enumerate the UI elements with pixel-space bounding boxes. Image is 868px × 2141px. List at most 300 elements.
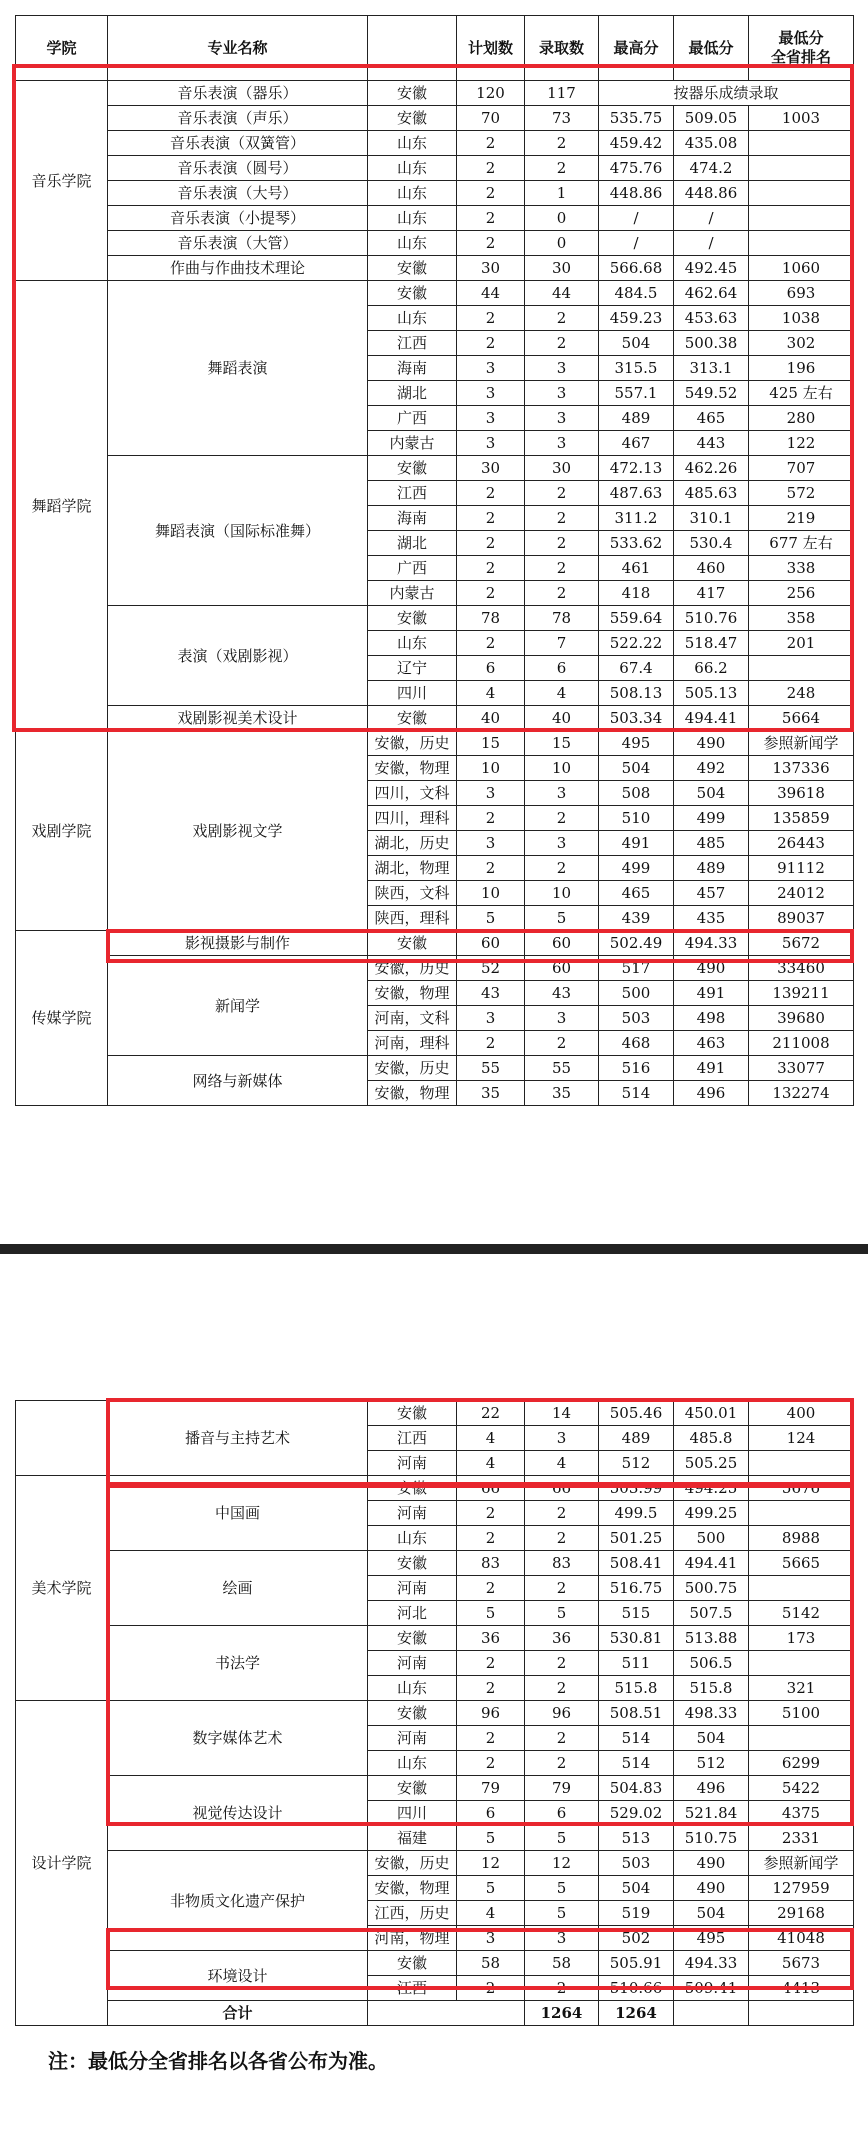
value: 677 左右 <box>749 531 854 556</box>
value: 78 <box>525 606 599 631</box>
value: / <box>599 206 674 231</box>
value: 498.33 <box>674 1701 749 1726</box>
major-name: 绘画 <box>108 1551 368 1626</box>
value: 510.76 <box>674 606 749 631</box>
value: 83 <box>457 1551 525 1576</box>
value: 15 <box>525 731 599 756</box>
province: 安徽 <box>368 106 457 131</box>
value: 505.91 <box>599 1951 674 1976</box>
value: 504 <box>674 1901 749 1926</box>
value: 211008 <box>749 1031 854 1056</box>
value: 10 <box>457 756 525 781</box>
value: 503 <box>599 1006 674 1031</box>
value: 513 <box>599 1826 674 1851</box>
value: 510.66 <box>599 1976 674 2001</box>
value: 3 <box>457 356 525 381</box>
value: 5672 <box>749 931 854 956</box>
header-major: 专业名称 <box>108 16 368 81</box>
value: 60 <box>525 931 599 956</box>
value: 2 <box>457 531 525 556</box>
value: 2 <box>525 1976 599 2001</box>
value: 2 <box>525 1526 599 1551</box>
province: 安徽，历史 <box>368 731 457 756</box>
province: 江西 <box>368 1426 457 1451</box>
province: 山东 <box>368 156 457 181</box>
value: 533.62 <box>599 531 674 556</box>
value: 122 <box>749 431 854 456</box>
value: 2 <box>525 331 599 356</box>
value: 33460 <box>749 956 854 981</box>
value: 2 <box>525 306 599 331</box>
value: 519 <box>599 1901 674 1926</box>
value: 435 <box>674 906 749 931</box>
value: 496 <box>674 1081 749 1106</box>
value: 504 <box>599 1876 674 1901</box>
value: 443 <box>674 431 749 456</box>
province: 安徽 <box>368 1401 457 1426</box>
value: 8988 <box>749 1526 854 1551</box>
province: 广西 <box>368 406 457 431</box>
value: 2 <box>525 506 599 531</box>
value: 30 <box>525 456 599 481</box>
value: 498 <box>674 1006 749 1031</box>
value: 535.75 <box>599 106 674 131</box>
value: 39680 <box>749 1006 854 1031</box>
value: 4 <box>457 1426 525 1451</box>
value: 139211 <box>749 981 854 1006</box>
value: 2 <box>457 1651 525 1676</box>
value: 60 <box>525 956 599 981</box>
value: 280 <box>749 406 854 431</box>
value: 2 <box>457 1526 525 1551</box>
major-name: 音乐表演（双簧管） <box>108 131 368 156</box>
value: 3 <box>525 831 599 856</box>
value: 4 <box>457 1901 525 1926</box>
value: 41048 <box>749 1926 854 1951</box>
value: 5 <box>457 1601 525 1626</box>
value: 3 <box>457 831 525 856</box>
value: 514 <box>599 1081 674 1106</box>
value: 2 <box>457 1501 525 1526</box>
major-name: 戏剧影视美术设计 <box>108 706 368 731</box>
value: 503 <box>599 1851 674 1876</box>
value: 504 <box>599 756 674 781</box>
value: 201 <box>749 631 854 656</box>
value: 2 <box>457 856 525 881</box>
province: 陕西，文科 <box>368 881 457 906</box>
value: 60 <box>457 931 525 956</box>
value: 2 <box>525 1501 599 1526</box>
province: 海南 <box>368 506 457 531</box>
province: 安徽 <box>368 1476 457 1501</box>
value: 514 <box>599 1726 674 1751</box>
value: / <box>674 206 749 231</box>
value: 508.13 <box>599 681 674 706</box>
value: 491 <box>674 981 749 1006</box>
table-row <box>16 731 854 756</box>
value: 26443 <box>749 831 854 856</box>
value: 490 <box>674 731 749 756</box>
province: 安徽，历史 <box>368 1056 457 1081</box>
value: 2 <box>525 1751 599 1776</box>
header-plan: 计划数 <box>457 16 525 81</box>
province: 安徽 <box>368 606 457 631</box>
highlight-box <box>106 1482 854 1826</box>
value: 572 <box>749 481 854 506</box>
value: 400 <box>749 1401 854 1426</box>
table-row <box>16 1851 854 1876</box>
value: 2 <box>525 156 599 181</box>
province: 湖北，历史 <box>368 831 457 856</box>
value: 256 <box>749 581 854 606</box>
value: 465 <box>599 881 674 906</box>
value: 2 <box>525 581 599 606</box>
value: 321 <box>749 1676 854 1701</box>
value: 2331 <box>749 1826 854 1851</box>
value: 463 <box>674 1031 749 1056</box>
value: 504 <box>599 331 674 356</box>
highlight-box <box>106 929 854 963</box>
province: 山东 <box>368 1526 457 1551</box>
province: 河南，理科 <box>368 1031 457 1056</box>
province: 河南 <box>368 1501 457 1526</box>
province: 广西 <box>368 556 457 581</box>
value: 5100 <box>749 1701 854 1726</box>
value: 2 <box>457 156 525 181</box>
value: 3 <box>457 1926 525 1951</box>
province: 安徽 <box>368 456 457 481</box>
province: 江西，历史 <box>368 1901 457 1926</box>
value: 499 <box>674 806 749 831</box>
value: 448.86 <box>674 181 749 206</box>
table-row <box>16 2001 854 2026</box>
major-name: 非物质文化遗产保护 <box>108 1851 368 1951</box>
province: 山东 <box>368 1676 457 1701</box>
college-name: 设计学院 <box>16 1701 108 2026</box>
value: 5 <box>525 1826 599 1851</box>
value: 504 <box>674 1726 749 1751</box>
value: 5 <box>525 1601 599 1626</box>
value: 2 <box>457 1751 525 1776</box>
value: 40 <box>457 706 525 731</box>
value: 2 <box>525 1676 599 1701</box>
value: 509.05 <box>674 106 749 131</box>
value: 0 <box>525 231 599 256</box>
value: / <box>674 231 749 256</box>
value: 515 <box>599 1601 674 1626</box>
value: 3 <box>525 1926 599 1951</box>
value: 475.76 <box>599 156 674 181</box>
value: 500.75 <box>674 1576 749 1601</box>
value: 484.5 <box>599 281 674 306</box>
value: 5673 <box>749 1951 854 1976</box>
value: 500 <box>599 981 674 1006</box>
value: 2 <box>525 1031 599 1056</box>
major-name: 音乐表演（大管） <box>108 231 368 256</box>
value: 693 <box>749 281 854 306</box>
college-name: 美术学院 <box>16 1476 108 1701</box>
value: 511 <box>599 1651 674 1676</box>
province: 安徽，历史 <box>368 1851 457 1876</box>
value: 490 <box>674 1851 749 1876</box>
value: 3 <box>525 1006 599 1031</box>
value: 117 <box>525 81 599 106</box>
value: 450.01 <box>674 1401 749 1426</box>
value: 502 <box>599 1926 674 1951</box>
major-name: 新闻学 <box>108 956 368 1056</box>
value: 0 <box>525 206 599 231</box>
province: 安徽 <box>368 1626 457 1651</box>
value: 1 <box>525 181 599 206</box>
value: 502.49 <box>599 931 674 956</box>
major-name: 音乐表演（圆号） <box>108 156 368 181</box>
value: 3 <box>457 1006 525 1031</box>
value: 453.63 <box>674 306 749 331</box>
value: 495 <box>599 731 674 756</box>
value: 55 <box>525 1056 599 1081</box>
value: 15 <box>457 731 525 756</box>
value: 2 <box>457 331 525 356</box>
value: 439 <box>599 906 674 931</box>
value: 2 <box>457 631 525 656</box>
value: 500 <box>674 1526 749 1551</box>
header-college: 学院 <box>16 16 108 81</box>
value: 499.25 <box>674 1501 749 1526</box>
value: 516.75 <box>599 1576 674 1601</box>
value: 566.68 <box>599 256 674 281</box>
province: 江西 <box>368 331 457 356</box>
province: 河南 <box>368 1576 457 1601</box>
province: 安徽 <box>368 256 457 281</box>
table-row <box>16 1056 854 1081</box>
value: 2 <box>457 481 525 506</box>
value: 505.13 <box>674 681 749 706</box>
province: 河南 <box>368 1726 457 1751</box>
value: 2 <box>525 806 599 831</box>
province: 内蒙古 <box>368 581 457 606</box>
province: 山东 <box>368 206 457 231</box>
province: 安徽，物理 <box>368 756 457 781</box>
value: 6299 <box>749 1751 854 1776</box>
value: 3 <box>457 381 525 406</box>
value: 313.1 <box>674 356 749 381</box>
province: 辽宁 <box>368 656 457 681</box>
header-min-rank: 最低分 全省排名 <box>749 16 854 81</box>
value: 66 <box>525 1476 599 1501</box>
value: 40 <box>525 706 599 731</box>
value: 516 <box>599 1056 674 1081</box>
value: 499.5 <box>599 1501 674 1526</box>
value: 2 <box>457 1726 525 1751</box>
value: 494.41 <box>674 1551 749 1576</box>
value: 4 <box>457 681 525 706</box>
province: 湖北 <box>368 381 457 406</box>
value: 462.26 <box>674 456 749 481</box>
value: 5 <box>525 1901 599 1926</box>
value: 30 <box>525 256 599 281</box>
value: 39618 <box>749 781 854 806</box>
value: 465 <box>674 406 749 431</box>
province: 四川 <box>368 681 457 706</box>
value: 2 <box>525 531 599 556</box>
value: 55 <box>457 1056 525 1081</box>
value: / <box>599 231 674 256</box>
value: 494.33 <box>674 1951 749 1976</box>
province: 安徽 <box>368 281 457 306</box>
value: 499 <box>599 856 674 881</box>
value: 468 <box>599 1031 674 1056</box>
empty-cell <box>674 2001 749 2026</box>
value: 425 左右 <box>749 381 854 406</box>
value: 1060 <box>749 256 854 281</box>
province: 海南 <box>368 356 457 381</box>
major-name: 舞蹈表演（国际标准舞） <box>108 456 368 606</box>
province: 内蒙古 <box>368 431 457 456</box>
value: 509.41 <box>674 1976 749 2001</box>
value: 33077 <box>749 1056 854 1081</box>
page-separator <box>0 1244 868 1254</box>
value: 494.25 <box>674 1476 749 1501</box>
value: 485.63 <box>674 481 749 506</box>
value: 22 <box>457 1401 525 1426</box>
value: 30 <box>457 256 525 281</box>
value: 12 <box>457 1851 525 1876</box>
value: 530.81 <box>599 1626 674 1651</box>
value: 489 <box>599 406 674 431</box>
highlight-box <box>106 1928 854 1990</box>
province: 山东 <box>368 181 457 206</box>
value: 518.47 <box>674 631 749 656</box>
province: 四川，文科 <box>368 781 457 806</box>
value: 514 <box>599 1751 674 1776</box>
value: 43 <box>525 981 599 1006</box>
footnote: 注：最低分全省排名以各省公布为准。 <box>48 2049 388 2073</box>
value: 参照新闻学 <box>749 731 854 756</box>
highlight-box <box>106 1398 854 1488</box>
value: 44 <box>525 281 599 306</box>
province: 陕西，理科 <box>368 906 457 931</box>
value: 504 <box>674 781 749 806</box>
province: 江西 <box>368 1976 457 2001</box>
province: 湖北，物理 <box>368 856 457 881</box>
value: 24012 <box>749 881 854 906</box>
value: 4413 <box>749 1976 854 2001</box>
value: 2 <box>457 581 525 606</box>
value: 491 <box>599 831 674 856</box>
college-name: 音乐学院 <box>16 81 108 281</box>
major-name: 数字媒体艺术 <box>108 1701 368 1776</box>
value: 2 <box>457 1976 525 2001</box>
value: 按器乐成绩录取 <box>599 81 854 106</box>
value: 83 <box>525 1551 599 1576</box>
value: 503.34 <box>599 706 674 731</box>
major-name: 音乐表演（大号） <box>108 181 368 206</box>
province: 山东 <box>368 131 457 156</box>
value: 508 <box>599 781 674 806</box>
value: 418 <box>599 581 674 606</box>
value: 506.5 <box>674 1651 749 1676</box>
header-admitted: 录取数 <box>525 16 599 81</box>
value: 302 <box>749 331 854 356</box>
value: 507.5 <box>674 1601 749 1626</box>
header-min-score: 最低分 <box>674 16 749 81</box>
value: 559.64 <box>599 606 674 631</box>
value: 417 <box>674 581 749 606</box>
value: 66 <box>457 1476 525 1501</box>
value: 461 <box>599 556 674 581</box>
value: 522.22 <box>599 631 674 656</box>
value: 549.52 <box>674 381 749 406</box>
value: 36 <box>457 1626 525 1651</box>
value: 485.8 <box>674 1426 749 1451</box>
value: 66.2 <box>674 656 749 681</box>
major-name: 影视摄影与制作 <box>108 931 368 956</box>
value: 501.25 <box>599 1526 674 1551</box>
value: 3 <box>457 431 525 456</box>
value: 1038 <box>749 306 854 331</box>
value: 530.4 <box>674 531 749 556</box>
value: 5 <box>525 1876 599 1901</box>
value: 2 <box>525 1576 599 1601</box>
province: 安徽，物理 <box>368 1876 457 1901</box>
value: 3 <box>525 1426 599 1451</box>
value: 2 <box>525 481 599 506</box>
value: 2 <box>457 1031 525 1056</box>
value: 504.83 <box>599 1776 674 1801</box>
value: 489 <box>599 1426 674 1451</box>
value: 6 <box>457 1801 525 1826</box>
major-name: 音乐表演（器乐） <box>108 81 368 106</box>
value: 505.25 <box>674 1451 749 1476</box>
college-name: 传媒学院 <box>16 931 108 1106</box>
value: 14 <box>525 1401 599 1426</box>
value: 338 <box>749 556 854 581</box>
value: 491 <box>674 1056 749 1081</box>
province: 安徽，物理 <box>368 981 457 1006</box>
value: 58 <box>457 1951 525 1976</box>
value: 2 <box>457 556 525 581</box>
province: 山东 <box>368 231 457 256</box>
value: 512 <box>599 1451 674 1476</box>
value: 508.41 <box>599 1551 674 1576</box>
value: 2 <box>525 1651 599 1676</box>
value: 5422 <box>749 1776 854 1801</box>
major-name: 播音与主持艺术 <box>108 1401 368 1476</box>
major-name: 音乐表演（声乐） <box>108 106 368 131</box>
value: 467 <box>599 431 674 456</box>
value: 510.75 <box>674 1826 749 1851</box>
value: 96 <box>525 1701 599 1726</box>
province: 安徽 <box>368 1776 457 1801</box>
value: 2 <box>457 806 525 831</box>
value: 2 <box>457 1576 525 1601</box>
value: 5665 <box>749 1551 854 1576</box>
value: 67.4 <box>599 656 674 681</box>
college-name: 舞蹈学院 <box>16 281 108 731</box>
value: 196 <box>749 356 854 381</box>
college-name: 戏剧学院 <box>16 731 108 931</box>
province: 河南，物理 <box>368 1926 457 1951</box>
major-name: 舞蹈表演 <box>108 281 368 456</box>
value: 495 <box>674 1926 749 1951</box>
value: 492.45 <box>674 256 749 281</box>
value: 4 <box>525 1451 599 1476</box>
province: 安徽 <box>368 931 457 956</box>
college-name-continued <box>16 1401 108 1476</box>
value: 459.42 <box>599 131 674 156</box>
value: 5142 <box>749 1601 854 1626</box>
value: 472.13 <box>599 456 674 481</box>
